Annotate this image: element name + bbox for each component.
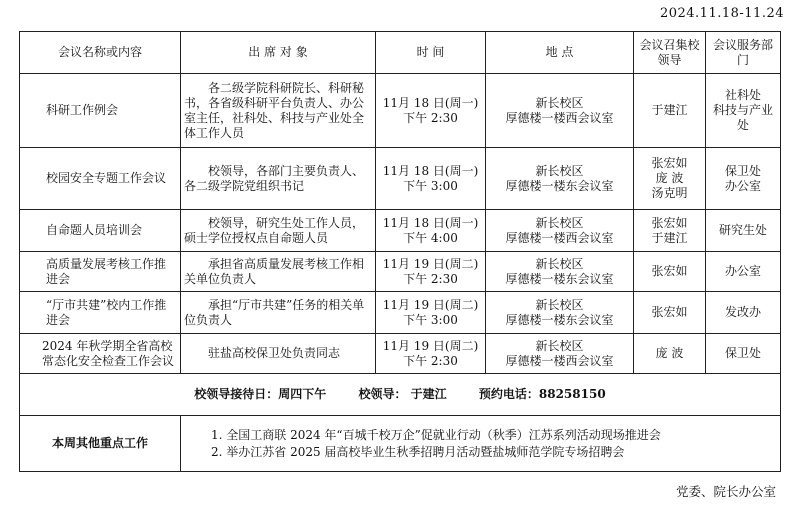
- meeting-convener: 张宏如: [634, 292, 706, 334]
- meeting-attendees: 承担“厅市共建”任务的相关单位负责人: [181, 292, 376, 334]
- table-row: [20, 292, 781, 334]
- reception-day: 校领导接待日：周四下午: [194, 387, 327, 401]
- meeting-convener: 张宏如 于建江: [634, 210, 706, 252]
- header-convener: 会议召集校领导: [634, 32, 706, 74]
- meeting-location: 新长校区 厚德楼一楼西会议室: [486, 334, 634, 374]
- meeting-location: 新长校区 厚德楼一楼西会议室: [486, 74, 634, 148]
- issuer-signature: 党委、院长办公室: [675, 484, 776, 499]
- meeting-time: 11月 18 日(周一) 下午 3:00: [376, 148, 486, 210]
- date-range: 2024.11.18-11.24: [659, 6, 784, 21]
- meeting-location: 新长校区 厚德楼一楼东会议室: [486, 252, 634, 292]
- meeting-attendees: 驻盐高校保卫处负责同志: [181, 334, 376, 374]
- table-row: [20, 74, 781, 148]
- meeting-name: “厅市共建”校内工作推进会: [20, 292, 181, 334]
- reception-leader: 校领导： 于建江: [358, 387, 447, 401]
- meeting-service: 保卫处 办公室: [706, 148, 781, 210]
- other-work-list: [181, 416, 781, 472]
- header-name: 会议名称或内容: [20, 32, 181, 74]
- meeting-attendees: 校领导，研究生处工作人员，硕士学位授权点自命题人员: [181, 210, 376, 252]
- list-item: 1. 全国工商联 2024 年“百城千校万企”促就业行动（秋季）江苏系列活动现场推进会: [211, 427, 661, 442]
- reception-info: [20, 374, 781, 416]
- meeting-time: 11月 19 日(周二) 下午 2:30: [376, 252, 486, 292]
- other-work-label: 本周其他重点工作: [20, 416, 181, 472]
- meeting-name: 科研工作例会: [20, 74, 181, 148]
- list-item: 2. 举办江苏省 2025 届高校毕业生秋季招聘月活动暨盐城师范学院专场招聘会: [211, 444, 625, 459]
- meeting-name: 2024 年秋学期全省高校常态化安全检查工作会议: [20, 334, 181, 374]
- meeting-service: 社科处 科技与产业处: [706, 74, 781, 148]
- meeting-location: 新长校区 厚德楼一楼东会议室: [486, 292, 634, 334]
- meeting-attendees: 承担省高质量发展考核工作相关单位负责人: [181, 252, 376, 292]
- meeting-service: 发改办: [706, 292, 781, 334]
- meeting-time: 11月 18 日(周一) 下午 2:30: [376, 74, 486, 148]
- meeting-time: 11月 18 日(周一) 下午 4:00: [376, 210, 486, 252]
- table-row: [20, 334, 781, 374]
- header-row: [20, 32, 781, 74]
- meeting-attendees: 校领导，各部门主要负责人、各二级学院党组织书记: [181, 148, 376, 210]
- header-service: 会议服务部门: [706, 32, 781, 74]
- table-row: [20, 210, 781, 252]
- meeting-service: 研究生处: [706, 210, 781, 252]
- meeting-time: 11月 19 日(周二) 下午 2:30: [376, 334, 486, 374]
- meeting-location: 新长校区 厚德楼一楼西会议室: [486, 210, 634, 252]
- header-location: 地 点: [486, 32, 634, 74]
- meeting-time: 11月 19 日(周二) 下午 3:00: [376, 292, 486, 334]
- table-row: [20, 252, 781, 292]
- meeting-attendees: 各二级学院科研院长、科研秘书，各省级科研平台负责人、办公室主任，社科处、科技与产业处全体工作人员: [181, 74, 376, 148]
- other-work-row: [20, 416, 781, 472]
- header-attendees: 出 席 对 象: [181, 32, 376, 74]
- meeting-convener: 张宏如 庞 波 汤克明: [634, 148, 706, 210]
- reception-phone: 预约电话：88258150: [478, 387, 606, 401]
- meeting-convener: 张宏如: [634, 252, 706, 292]
- meeting-service: 保卫处: [706, 334, 781, 374]
- meeting-name: 校园安全专题工作会议: [20, 148, 181, 210]
- meeting-schedule-table: [19, 31, 781, 472]
- header-time: 时 间: [376, 32, 486, 74]
- meeting-convener: 于建江: [634, 74, 706, 148]
- meeting-name: 自命题人员培训会: [20, 210, 181, 252]
- meeting-location: 新长校区 厚德楼一楼东会议室: [486, 148, 634, 210]
- reception-row: [20, 374, 781, 416]
- table-row: [20, 148, 781, 210]
- meeting-name: 高质量发展考核工作推进会: [20, 252, 181, 292]
- meeting-service: 办公室: [706, 252, 781, 292]
- meeting-convener: 庞 波: [634, 334, 706, 374]
